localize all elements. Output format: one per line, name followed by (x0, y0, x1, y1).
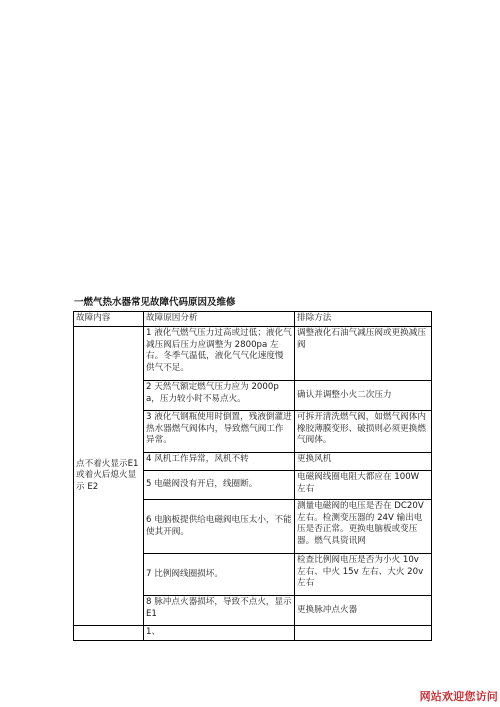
header-fix: 排除方法 (295, 312, 432, 327)
cause-cell: 4 风机工作异常，风机不转 (144, 453, 295, 471)
cause-cell: 2 天然气额定燃气压力应为 2000pa，压力较小时不易点火。 (144, 381, 295, 411)
fault-description: 点不着火显示E1 或着火后熄火显示 E2 (74, 327, 144, 626)
cause-cell: 8 脉冲点火器损坏，导致不点火，显示 E1 (144, 596, 295, 626)
fix-cell: 检查比例阀电压是否为小火 10v 左右、中火 15v 左右、大火 20v 左右 (295, 554, 432, 596)
cause-cell: 1 液化气燃气压力过高或过低；液化气减压阀后压力应调整为 2800pa 左右。冬季气温低，液化气气化速度慢供气不足。 (144, 327, 295, 381)
fix-cell: 更换脉冲点火器 (295, 596, 432, 626)
fix-cell (295, 626, 432, 641)
table-header-row (74, 312, 432, 327)
fix-cell: 调整液化石油气减压阀或更换减压阀 (295, 327, 432, 381)
fix-cell: 测量电磁阀的电压是否在 DC20V 左右。检测变压器的 24V 输出电压是否正常。更换电脑板或变压器。燃气具资讯网 (295, 500, 432, 554)
fix-cell: 确认并调整小火二次压力 (295, 381, 432, 411)
cause-cell: 1、 (144, 626, 295, 641)
header-cause: 故障原因分析 (144, 312, 295, 327)
table-row (74, 626, 432, 641)
cause-cell: 6 电脑板提供给电磁阀电压太小，不能使其开阀。 (144, 500, 295, 554)
fix-cell: 更换风机 (295, 453, 432, 471)
cause-cell: 3 液化气钢瓶使用时倒置，残液倒灌进热水器燃气阀体内，导致燃气阀工作异常。 (144, 411, 295, 453)
cause-cell: 7 比例阀线圈损坏。 (144, 554, 295, 596)
fault-cell-empty (74, 626, 144, 641)
document-title: 一燃气热水器常见故障代码原因及维修 (74, 297, 236, 308)
site-watermark: 网站欢迎您访问 (419, 690, 498, 703)
fix-cell: 电磁阀线圈电阻大都应在 100W 左右 (295, 471, 432, 500)
fix-cell: 可拆开清洗燃气阀，如燃气阀体内橡胶薄膜变形、破损则必须更换燃气阀体。 (295, 411, 432, 453)
header-fault: 故障内容 (74, 312, 144, 327)
cause-cell: 5 电磁阀没有开启，线圈断。 (144, 471, 295, 500)
table-row (74, 327, 432, 381)
fault-code-table (73, 311, 432, 641)
